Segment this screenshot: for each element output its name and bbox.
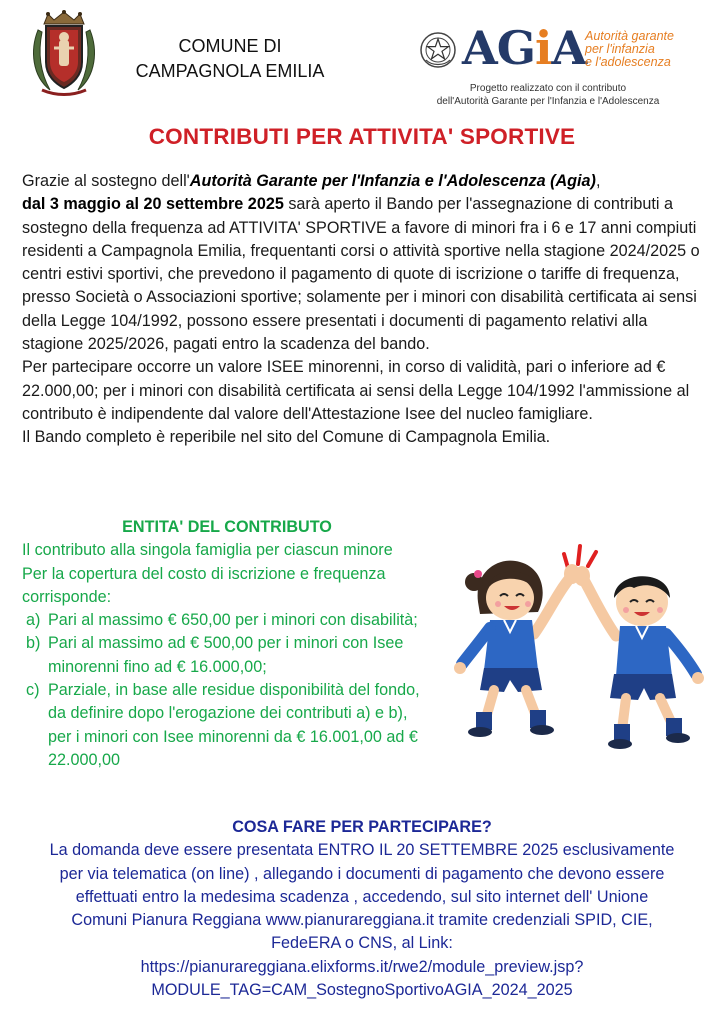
comune-line1: COMUNE DI [178, 36, 282, 56]
contributo-list [22, 609, 422, 772]
partecipare-link-line1[interactable]: https://pianurareggiana.elixforms.it/rwe2/module_preview.jsp? [140, 957, 584, 976]
page-title: CONTRIBUTI PER ATTIVITA' SPORTIVE [148, 124, 576, 149]
contributo-title: ENTITA' DEL CONTRIBUTO [122, 518, 332, 536]
agia-note [380, 82, 716, 108]
agia-sub-line3: e l'adolescenza [585, 55, 671, 69]
intro-text [22, 170, 702, 450]
item-a-text: Pari al massimo € 650,00 per i minori con disabilità; [48, 611, 418, 630]
intro-paragraph-1 [22, 170, 702, 356]
intro-p1-dates: dal 3 maggio al 20 settembre 2025 [22, 195, 284, 214]
contributo-body: Il contributo alla singola famiglia per ciascun minore Per la copertura del costo di iscrizione e frequenza corrisponde: [22, 541, 393, 606]
agia-logo-g: G [496, 21, 535, 75]
partecipare-line1: La domanda deve essere presentata ENTRO IL 20 SETTEMBRE 2025 esclusivamente [49, 841, 675, 860]
list-item [26, 632, 422, 679]
intro-p1-body: sarà aperto il Bando per l'assegnazione di contributi a sostegno della frequenza ad ATTIVITA' SPORTIVE a favore di minori fra i 6 e 17 anni compiuti residenti a Campagnola Emilia, frequentanti corsi o attività sportive nella stagione 2024/2025 o centri estivi sportivi, che prevedono il pagamento di quote di iscrizione o tariffe di frequenza, presso Società o Associazioni sportive; solamente per i minori con disabilità certificata ai sensi della Legge 104/1992, possono essere presentati i documenti di pagamento relativi alla stagione 2025/2026, pagati entro la scadenza del bando. [22, 195, 700, 354]
agia-logo [462, 22, 586, 74]
intro-paragraph-2: Per partecipare occorre un valore ISEE minorenni, in corso di validità, pari o inferiore ad € 22.000,00; per i minori con disabilità certificata ai sensi della Legge 104/1992 l'ammissione al contributo è indipendente dal valore dell'Attestazione Isee del nucleo famigliare. [22, 358, 690, 423]
item-c-label: c) [26, 681, 40, 700]
agia-logo-a2: A [551, 21, 587, 75]
partecipare-link-line2[interactable]: MODULE_TAG=CAM_SostegnoSportivoAGIA_2024_2025 [151, 981, 573, 1000]
intro-p1-a: Grazie al sostegno dell' [22, 172, 190, 190]
comune-crest-icon [28, 10, 100, 96]
comune-line2: CAMPAGNOLA EMILIA [135, 61, 325, 81]
partecipare-title: COSA FARE PER PARTECIPARE? [232, 818, 492, 836]
agia-sub-line2: per l'infanzia [585, 42, 655, 56]
item-b-label: b) [26, 634, 41, 653]
agia-logo-i: i [535, 21, 552, 75]
partecipare-line4: Comuni Pianura Reggiana www.pianurareggiana.it tramite credenziali SPID, CIE, [71, 911, 653, 930]
partecipare-line5: FedeERA o CNS, al Link: [271, 934, 453, 953]
agia-note-line1: Progetto realizzato con il contributo [469, 83, 627, 94]
contributo-section [22, 516, 422, 772]
item-b-text: Pari al massimo ad € 500,00 per i minori con Isee minorenni fino ad € 16.000,00; [48, 634, 404, 676]
partecipare-line2: per via telematica (on line) , allegando i documenti di pagamento che devono essere [59, 864, 665, 883]
agia-note-line2: dell'Autorità Garante per l'Infanzia e l'Adolescenza [436, 96, 660, 107]
comune-name [118, 34, 342, 84]
intro-p1-agia: Autorità Garante per l'Infanzia e l'Adolescenza (Agia) [189, 172, 596, 190]
partecipare-line3: effettuati entro la medesima scadenza , accedendo, sul sito internet dell' Unione [75, 887, 649, 906]
agia-sub-line1: Autorità garante [585, 29, 674, 43]
item-a-label: a) [26, 611, 41, 630]
list-item [26, 609, 422, 632]
item-c-text: Parziale, in base alle residue disponibilità del fondo, da definire dopo l'erogazione dei contributi a) e b), per i minori con Isee minorenni da € 16.001,00 ad € 22.000,00 [48, 681, 420, 769]
list-item [26, 679, 422, 772]
intro-p1-comma: , [595, 172, 601, 190]
partecipare-section [0, 816, 724, 1002]
agia-subtitle [585, 30, 715, 69]
agia-logo-a: A [462, 21, 497, 75]
kids-high-five-icon [438, 540, 714, 762]
italian-republic-emblem-icon [418, 30, 458, 70]
intro-paragraph-3: Il Bando completo è reperibile nel sito del Comune di Campagnola Emilia. [22, 428, 551, 447]
